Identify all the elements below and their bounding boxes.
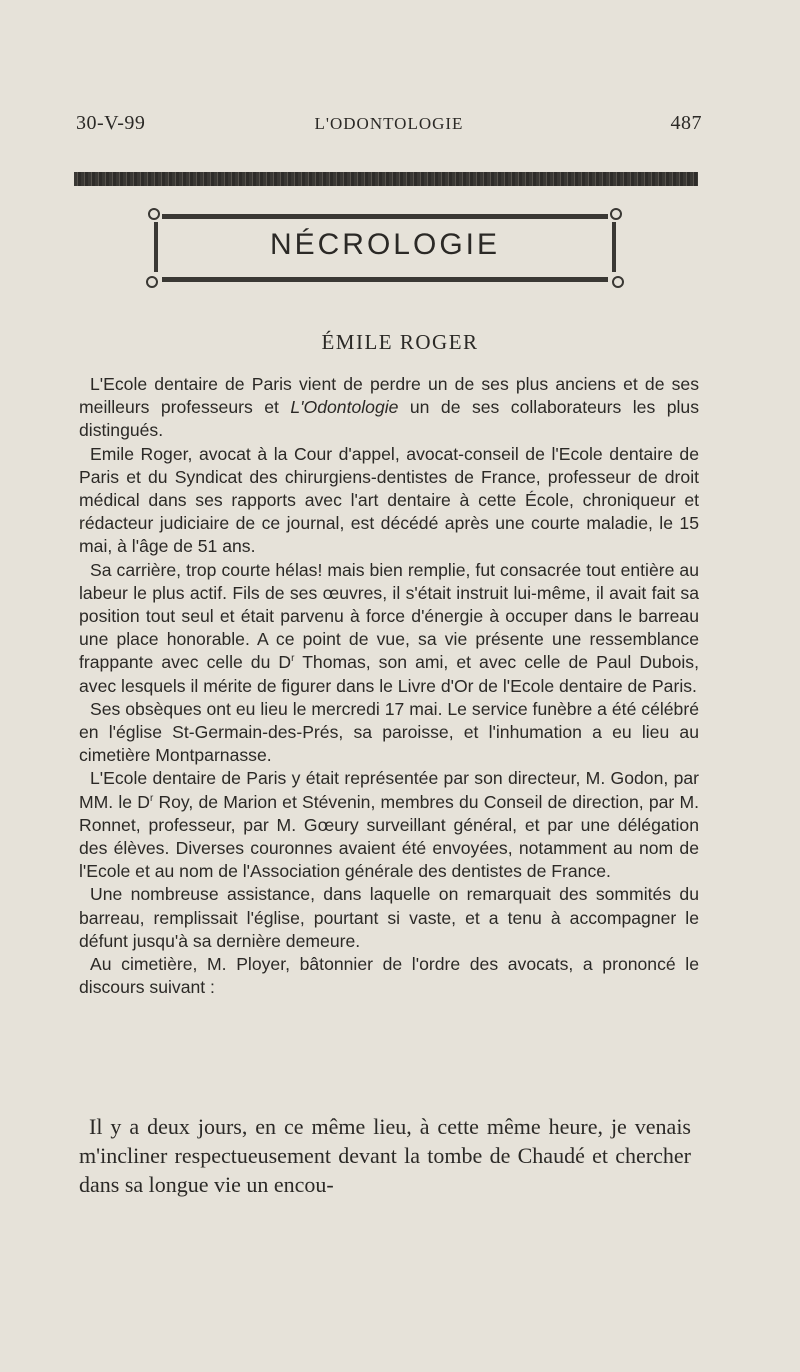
- frame-ring-ornament: [146, 276, 158, 288]
- article-title: ÉMILE ROGER: [321, 330, 479, 354]
- paragraph: [79, 767, 699, 883]
- frame-top-bar: [162, 214, 608, 219]
- text-span: L'Ecole dentaire de Paris vient de perdre un de ses plus anciens et de ses meilleurs professeurs et: [79, 374, 699, 418]
- speech-quote: [79, 1112, 691, 1199]
- paragraph: [79, 373, 699, 443]
- text-span: un de ses collaborateurs les plus distingués.: [79, 397, 700, 441]
- paragraph: Une nombreuse assistance, dans laquelle on remarquait des sommités du barreau, remplissait l'église, pourtant si vaste, et a tenu à accompagner le défunt jusqu'à sa dernière demeure.: [79, 884, 699, 951]
- page-number: 487: [670, 112, 702, 134]
- section-heading-frame: [150, 206, 620, 286]
- text-span: Roy, de Marion et Stévenin, membres du Conseil de direction, par M. Ronnet, professeur, par M. Gœury surveillant général, et par une délégation des élèves. Diverses couronnes avaient été envoyées, notamment au nom de l'Ecole et au nom de l'Association générale des dentistes de France.: [79, 791, 700, 882]
- frame-bottom-bar: [162, 277, 608, 282]
- text-span: Thomas, son ami, et avec celle de Paul Dubois, avec lesquels il mérite de figurer dans le Livre d'Or de l'Ecole dentaire de Paris.: [79, 652, 699, 696]
- article-body: [79, 373, 699, 999]
- text-span: Sa carrière, trop courte hélas! mais bien remplie, fut consacrée tout entière au labeur le plus actif. Fils de ses œuvres, il s'était instruit lui-même, il avait fait sa position tout seul et était parvenu à force d'énergie à occuper dans le barreau une place honorable. A ce point de vue, sa vie présente une ressemblance frappante avec celle du D: [79, 559, 699, 673]
- speech-paragraph: Il y a deux jours, en ce même lieu, à cette même heure, je venais m'incliner respectueusement devant la tombe de Chaudé et chercher dans sa longue vie un encou-: [79, 1114, 691, 1197]
- frame-ring-ornament: [610, 208, 622, 220]
- paragraph: Emile Roger, avocat à la Cour d'appel, avocat-conseil de l'Ecole dentaire de Paris et du Syndicat des chirurgiens-dentistes de France, professeur de droit médical dans ses rapports avec l'art dentaire à cette École, chroniqueur et rédacteur judiciaire de ce journal, est décédé après une courte maladie, le 15 mai, à l'âge de 51 ans.: [79, 443, 699, 557]
- decorative-rule: [74, 172, 698, 186]
- text-span: L'Ecole dentaire de Paris y était représentée par son directeur, M. Godon, par MM. le D: [79, 768, 699, 812]
- running-header: [76, 112, 702, 142]
- paragraph: Ses obsèques ont eu lieu le mercredi 17 mai. Le service funèbre a été célébré en l'église St-Germain-des-Prés, sa paroisse, et l'inhumation a eu lieu au cimetière Montparnasse.: [79, 698, 699, 766]
- frame-ring-ornament: [612, 276, 624, 288]
- section-title: NÉCROLOGIE: [269, 228, 501, 261]
- paragraph: [79, 559, 699, 698]
- superscript: r: [291, 653, 295, 665]
- frame-ring-ornament: [148, 208, 160, 220]
- journal-name: L'Odontologie: [290, 397, 399, 418]
- paragraph: Au cimetière, M. Ployer, bâtonnier de l'ordre des avocats, a prononcé le discours suivant :: [79, 954, 699, 998]
- header-date: 30-V-99: [76, 112, 146, 134]
- header-journal-title: L'ODONTOLOGIE: [314, 114, 464, 133]
- superscript: r: [149, 792, 154, 804]
